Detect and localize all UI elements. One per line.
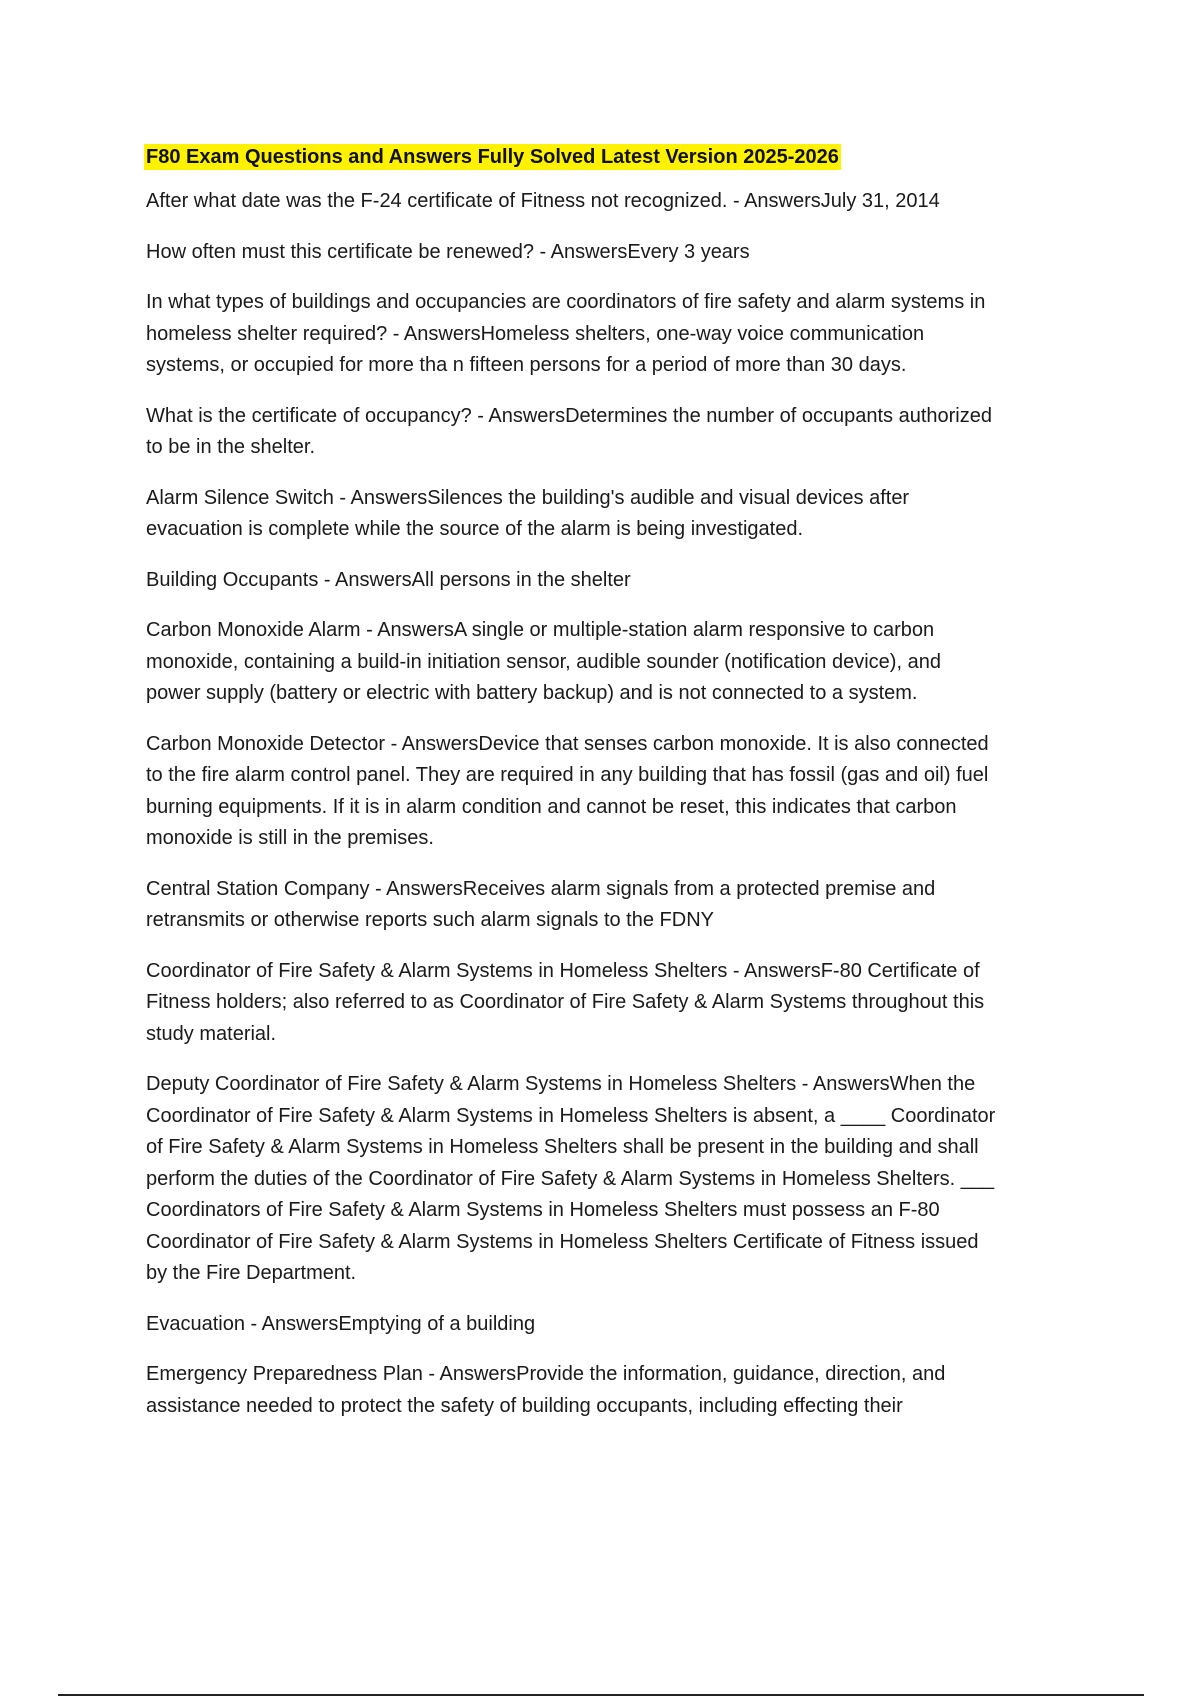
qa-entry: How often must this certificate be renewed? - AnswersEvery 3 years [146, 240, 750, 263]
qa-entry: Evacuation - AnswersEmptying of a building [146, 1312, 536, 1335]
qa-entry: What is the certificate of occupancy? - AnswersDetermines the number of occupants authorized to be in the shelter. [146, 404, 992, 458]
qa-entry: Alarm Silence Switch - AnswersSilences the building's audible and visual devices after evacuation is complete while the source of the alarm is being investigated. [146, 486, 910, 540]
qa-entry: After what date was the F-24 certificate of Fitness not recognized. - AnswersJuly 31, 2014 [146, 190, 940, 212]
document-body [146, 144, 1096, 1441]
qa-entry: Central Station Company - AnswersReceives alarm signals from a protected premise and retransmits or otherwise reports such alarm signals to the FDNY [146, 877, 936, 931]
qa-entry: Emergency Preparedness Plan - AnswersProvide the information, guidance, direction, and assistance needed to protect the safety of building occupants, including effecting their [146, 1363, 946, 1417]
qa-entry: Carbon Monoxide Detector - AnswersDevice that senses carbon monoxide. It is also connected to the fire alarm control panel. They are required in any building that has fossil (gas and oil) fuel burning equipments. If it is in alarm condition and cannot be reset, this indicates that carbon monoxide is still in the premises. [146, 732, 989, 849]
document-title: F80 Exam Questions and Answers Fully Solved Latest Version 2025-2026 [146, 146, 839, 168]
qa-entry: Building Occupants - AnswersAll persons in the shelter [146, 568, 631, 591]
page-bottom-rule [58, 1694, 1144, 1696]
qa-entry: Carbon Monoxide Alarm - AnswersA single or multiple-station alarm responsive to carbon monoxide, containing a build-in initiation sensor, audible sounder (notification device), and power supply (battery or electric with battery backup) and is not connected to a system. [146, 619, 941, 704]
qa-entry: In what types of buildings and occupancies are coordinators of fire safety and alarm systems in homeless shelter required? - AnswersHomeless shelters, one-way voice communication systems, or occupied for more tha n fifteen persons for a period of more than 30 days. [146, 291, 986, 376]
qa-entry: Coordinator of Fire Safety & Alarm Systems in Homeless Shelters - AnswersF-80 Certificate of Fitness holders; also referred to as Coordinator of Fire Safety & Alarm Systems throughout this study material. [146, 959, 985, 1045]
qa-entry: Deputy Coordinator of Fire Safety & Alarm Systems in Homeless Shelters - AnswersWhen the Coordinator of Fire Safety & Alarm Systems in Homeless Shelters is absent, a ____ Coordinator of Fire Safety & Alarm Systems in Homeless Shelters shall be present in the building and shall perform the duties of the Coordinator of Fire Safety & Alarm Systems in Homeless Shelters. ___ Coordinators of Fire Safety & Alarm Systems in Homeless Shelters must possess an F-80 Coordinator of Fire Safety & Alarm Systems in Homeless Shelters Certificate of Fitness issued by the Fire Department. [146, 1073, 996, 1284]
